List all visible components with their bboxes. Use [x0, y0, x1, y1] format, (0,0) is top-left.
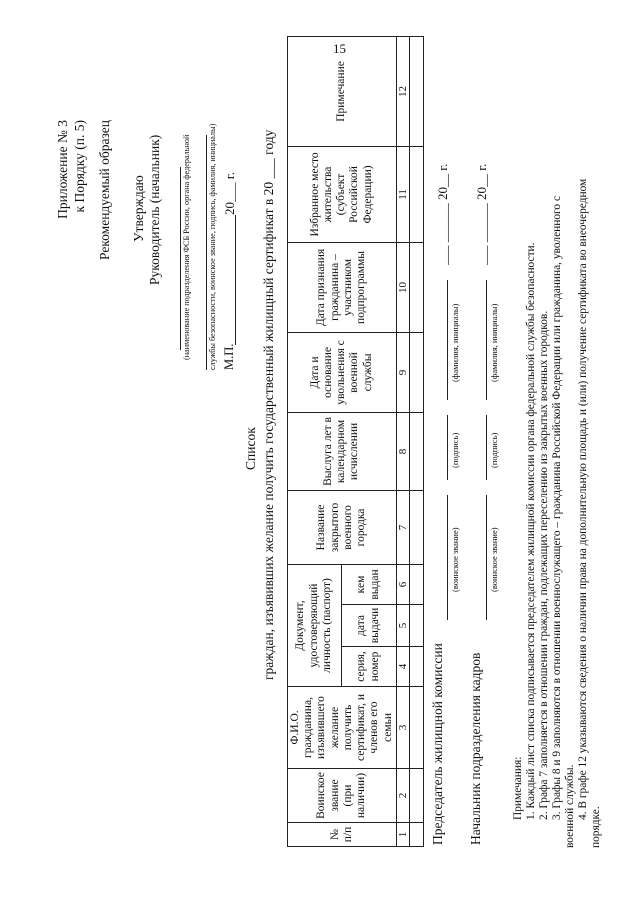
note-2: 2. Графа 7 заполняется в отношении граждан, подлежащих переселению из закрытых военных городков. [538, 310, 550, 820]
header-participant-date: Дата признания гражданина – участником подпрограммы [288, 242, 397, 332]
table-cell [410, 605, 424, 647]
col-number: 3 [396, 687, 410, 769]
table-cell [410, 332, 424, 412]
personnel-date: ___ ______ 20__ г. [474, 163, 489, 265]
approval-date: 20___ г. [222, 172, 237, 215]
citizens-table [287, 36, 424, 847]
header-closed-town: Название закрытого военного городка [288, 490, 397, 564]
personnel-sign-line [486, 415, 487, 480]
approval-line-2 [206, 135, 207, 370]
col-number: 10 [396, 242, 410, 332]
table-cell [410, 823, 424, 847]
chair-rank-line [447, 495, 448, 620]
table-cell [410, 412, 424, 490]
header-issue-date: дата выдачи [341, 605, 396, 647]
approval-head: Руководитель (начальник) [147, 134, 162, 285]
note-1: 1. Каждый лист списка подписывается председателем жилищной комиссии органа федеральной службы безопасности. [525, 242, 537, 820]
header-series: серия, номер [341, 647, 396, 687]
table-cell [410, 564, 424, 604]
table-cell [410, 242, 424, 332]
header-residence: Избранное место жительства (субъект Российской Федерации) [288, 146, 397, 242]
chair-name-caption: (фамилия, инициалы) [450, 303, 460, 382]
col-number: 9 [396, 332, 410, 412]
note-4-continued: порядке. [590, 806, 602, 848]
col-number: 5 [396, 605, 410, 647]
approval-title: Утверждаю [131, 175, 146, 242]
header-note: Примечание [288, 36, 397, 146]
appendix-reference: к Порядку (п. 5) [72, 120, 87, 213]
personnel-name-caption: (фамилия, инициалы) [489, 303, 499, 382]
header-discharge: Дата и основание увольнения с военной службы [288, 332, 397, 412]
col-number: 7 [396, 490, 410, 564]
header-issued-by: кем выдан [341, 564, 396, 604]
note-3-continued: военной службы. [564, 764, 576, 848]
appendix-number: Приложение № 3 [55, 120, 70, 219]
header-service-years: Выслуга лет в календарном исчислении [288, 412, 397, 490]
chair-label: Председатель жилищной комиссии [430, 643, 445, 845]
col-number: 4 [396, 647, 410, 687]
column-numbers-row [396, 36, 410, 846]
header-identity-document: Документ, удостоверяющий личность (паспорт) [288, 564, 342, 686]
chair-date: ___ ______ 20__ г. [435, 163, 450, 265]
list-title: Список [243, 427, 258, 470]
approval-caption-2: службы безопасности, воинское звание, подпись, фамилия, инициалы) [208, 123, 217, 370]
notes-title: Примечания: [512, 756, 524, 820]
personnel-head-label: Начальник подразделения кадров [468, 652, 483, 845]
personnel-sign-caption: (подпись) [489, 432, 499, 468]
list-subtitle: граждан, изъявивших желание получить государственный жилищный сертификат в 20 ___ году [261, 129, 276, 680]
chair-rank-caption: (воинское звание) [450, 527, 460, 592]
chair-name-line [447, 280, 448, 400]
table-row [410, 36, 424, 846]
col-number: 8 [396, 412, 410, 490]
col-number: 6 [396, 564, 410, 604]
header-no: № п/п [288, 823, 397, 847]
approval-line-1 [180, 167, 181, 350]
header-fullname: Ф.И.О. гражданина, изъявившего желание получить сертификат, и членов его семьи [288, 687, 397, 769]
note-4: 4. В графе 12 указываются сведения о наличии права на дополнительную площадь и (или) получение сертификата во внеочередном [577, 178, 589, 820]
chair-sign-caption: (подпись) [450, 432, 460, 468]
personnel-rank-caption: (воинское звание) [489, 527, 499, 592]
appendix-sample-note: Рекомендуемый образец [97, 120, 112, 261]
approval-caption-1: (наименование подразделения ФСБ России, органа федеральной [182, 134, 191, 360]
table-cell [410, 36, 424, 146]
approval-date-line [235, 215, 236, 345]
table-cell [410, 146, 424, 242]
personnel-name-line [486, 280, 487, 400]
col-number: 11 [396, 146, 410, 242]
page-number: 15 [333, 41, 346, 56]
personnel-rank-line [486, 495, 487, 620]
approval-stamp: М.П. [222, 343, 236, 370]
chair-sign-line [447, 415, 448, 480]
col-number: 2 [396, 769, 410, 823]
col-number: 12 [396, 36, 410, 146]
col-number: 1 [396, 823, 410, 847]
header-rank: Воинское звание (при наличии) [288, 769, 397, 823]
table-cell [410, 490, 424, 564]
table-cell [410, 769, 424, 823]
note-3: 3. Графы 8 и 9 заполняются в отношении военнослужащего – гражданина Российской Федерации или гражданина, уволенного с [551, 196, 563, 820]
table-cell [410, 687, 424, 769]
table-cell [410, 647, 424, 687]
